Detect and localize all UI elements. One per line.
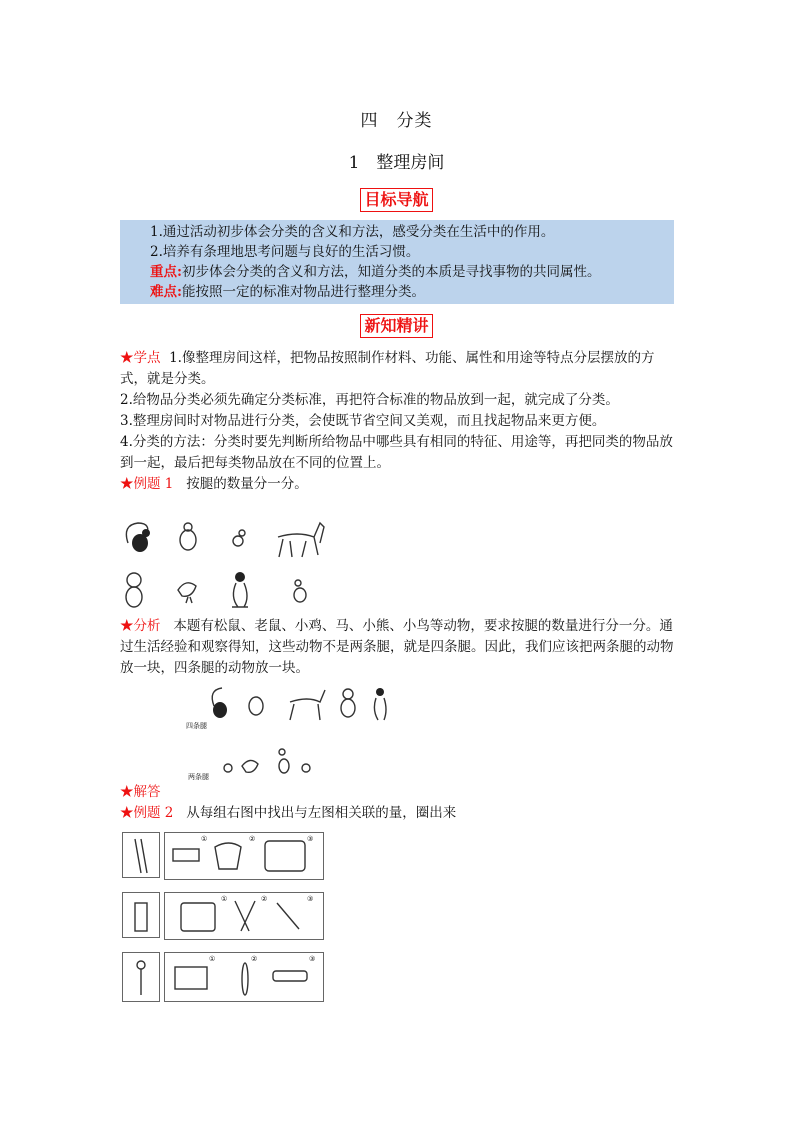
toothbrush-icon — [277, 903, 299, 929]
hard-text: 能按照一定的标准对物品进行整理分类。 — [181, 284, 425, 300]
bear-icon — [126, 573, 142, 607]
group2-left-frame — [122, 892, 160, 938]
key-point — [120, 262, 674, 282]
lesson-title: 1 整理房间 — [348, 153, 445, 173]
chick-icon — [233, 530, 245, 546]
scissors-icon — [235, 901, 255, 931]
two-legs-group — [224, 749, 310, 773]
dog-icon — [232, 572, 248, 607]
knowledge-p3: 3.整理房间时对物品进行分类，会使既节省空间又美观，而且找起物品来更方便。 — [120, 413, 606, 429]
four-legs-label: 四条腿 — [186, 722, 207, 730]
knowledge-p2: 2.给物品分类必须先确定分类标准，再把符合标准的物品放到一起，就完成了分类。 — [120, 392, 619, 408]
answer-section — [120, 782, 676, 824]
squirrel-icon — [126, 523, 150, 552]
group2-options — [165, 893, 323, 939]
towel-icon — [173, 849, 199, 861]
analysis-line — [120, 616, 676, 679]
example1-animals-figure — [118, 515, 338, 615]
answer-label: ★解答 — [120, 784, 161, 800]
mark-1b: ① — [221, 895, 228, 903]
knowledge-p1 — [120, 348, 676, 390]
group1-left-frame — [122, 832, 160, 878]
knowledge-heading-wrap — [0, 314, 793, 338]
example2-label: ★例题 2 — [120, 805, 174, 821]
example1-label: ★例题 1 — [120, 476, 174, 492]
harmonica-icon — [273, 971, 307, 981]
mark-1c: ① — [209, 955, 216, 963]
tv-icon — [265, 841, 305, 871]
toothpaste-icon — [123, 893, 159, 937]
goal-heading-wrap — [0, 188, 793, 212]
knowledge-section — [120, 348, 676, 495]
analysis-text: 本题有松鼠、老鼠、小鸡、马、小熊、小鸟等动物，要求按腿的数量进行分一分。通过生活经验和观察得知，这些动物不是两条腿，就是四条腿。因此，我们应该把两条腿的动物放一块，四条腿的动物放一块。 — [120, 618, 674, 676]
drumstick-icon — [123, 953, 159, 1001]
knowledge-label: ★学点 — [120, 350, 161, 366]
hard-point — [120, 282, 674, 302]
racket-icon — [242, 963, 248, 995]
goal-item-1: 1.通过活动初步体会分类的含义和方法，感受分类在生活中的作用。 — [150, 224, 555, 240]
key-text: 初步体会分类的含义和方法，知道分类的本质是寻找事物的共同属性。 — [181, 264, 601, 280]
example2-line — [120, 803, 676, 824]
chapter-title: 四 分类 — [360, 111, 433, 131]
goal-heading: 目标导航 — [360, 188, 432, 212]
analysis-grouping-figure — [180, 682, 400, 792]
key-label: 重点: — [150, 264, 182, 280]
mark-3: ③ — [307, 835, 314, 843]
example2-text: 从每组右图中找出与左图相关联的量，圈出来 — [186, 805, 457, 821]
knowledge-heading: 新知精讲 — [360, 314, 432, 338]
four-legs-group — [212, 688, 386, 720]
goal-item-2: 2.培养有条理地思考问题与良好的生活习惯。 — [150, 244, 420, 260]
chopsticks-icon — [123, 833, 159, 877]
two-legs-label: 两条腿 — [188, 773, 209, 781]
duck-icon — [294, 580, 306, 602]
mark-2b: ② — [261, 895, 268, 903]
analysis-label: ★分析 — [120, 618, 161, 634]
group1-options — [165, 833, 323, 879]
group3-left-frame — [122, 952, 160, 1002]
analysis-section — [120, 616, 676, 679]
mark-3b: ③ — [307, 895, 314, 903]
horse-icon — [278, 523, 324, 557]
bowl-icon — [215, 843, 241, 869]
hard-label: 难点: — [150, 284, 182, 300]
mark-2c: ② — [251, 955, 258, 963]
group2-right-frame[interactable] — [164, 892, 324, 940]
group3-right-frame[interactable] — [164, 952, 324, 1002]
knowledge-p1-text: 1.像整理房间这样，把物品按照制作材料、功能、属性和用途等特点分层摆放的方式，就是分类。 — [120, 350, 655, 387]
mouse-icon — [180, 523, 196, 550]
mark-3c: ③ — [309, 955, 316, 963]
bag-icon — [181, 903, 215, 931]
group3-options — [165, 953, 323, 1001]
group1-right-frame[interactable] — [164, 832, 324, 880]
bird-icon — [178, 583, 196, 603]
drum-icon — [175, 967, 207, 989]
goals-panel — [120, 220, 674, 304]
example1-line — [120, 474, 676, 495]
example1-text: 按腿的数量分一分。 — [186, 476, 308, 492]
knowledge-p4: 4.分类的方法：分类时要先判断所给物品中哪些具有相同的特征、用途等，再把同类的物品放到一起，最后把每类物品放在不同的位置上。 — [120, 434, 673, 471]
mark-1: ① — [201, 835, 208, 843]
mark-2: ② — [249, 835, 256, 843]
